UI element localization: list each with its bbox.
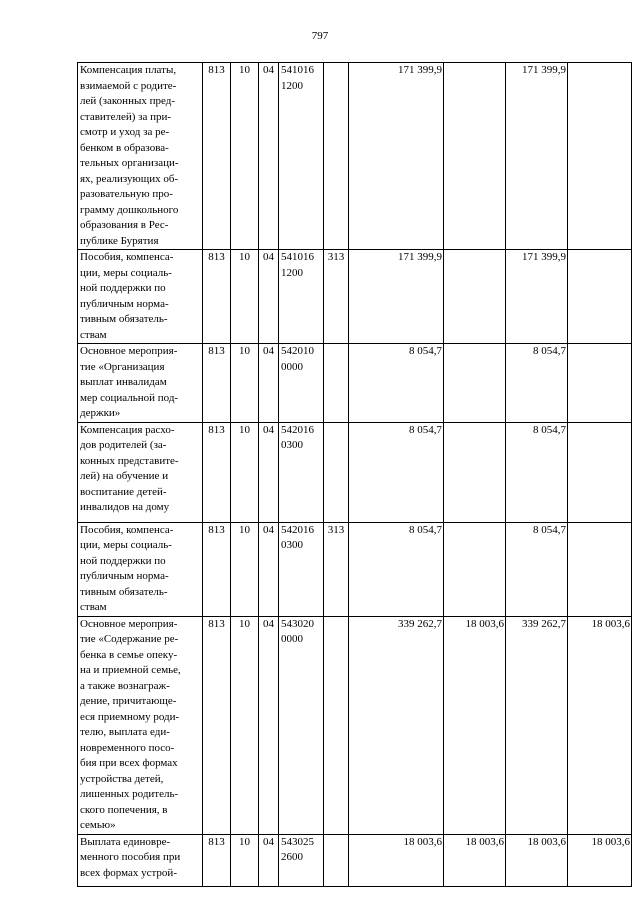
cell-amount-3: 18 003,6	[506, 834, 568, 886]
cell-amount-4	[568, 344, 632, 423]
name-line: разовательную про-	[80, 188, 173, 200]
cell-target-article	[279, 522, 324, 616]
cell-subsection: 04	[259, 344, 279, 423]
table-row	[78, 522, 632, 616]
cell-name	[78, 344, 203, 423]
cell-amount-4	[568, 250, 632, 344]
target-line: 1200	[281, 79, 303, 92]
name-line: бенком в образова-	[80, 141, 169, 154]
name-line: тие «Содержание ре-	[80, 633, 179, 645]
cell-ministry: 813	[203, 250, 231, 344]
name-line: тивным обязатель-	[80, 585, 168, 598]
name-line: еся приемному роди-	[80, 710, 180, 723]
table-row	[78, 422, 632, 522]
page-number: 797	[311, 30, 329, 42]
cell-name	[78, 422, 203, 522]
cell-section: 10	[231, 834, 259, 886]
name-line: публичным норма-	[80, 297, 169, 310]
cell-ministry: 813	[203, 616, 231, 834]
cell-amount-1: 18 003,6	[349, 834, 444, 886]
target-line: 1200	[281, 266, 303, 279]
cell-section: 10	[231, 344, 259, 423]
cell-amount-3: 171 399,9	[506, 63, 568, 250]
cell-amount-4	[568, 522, 632, 616]
target-line: 542010	[281, 345, 314, 357]
cell-amount-4: 18 003,6	[568, 834, 632, 886]
target-line: 543020	[281, 617, 314, 630]
cell-name	[78, 63, 203, 250]
name-line: воспитание детей-	[80, 485, 167, 498]
cell-ministry: 813	[203, 834, 231, 886]
cell-expense-type	[324, 422, 349, 522]
cell-amount-1: 8 054,7	[349, 344, 444, 423]
target-line: 0000	[281, 633, 303, 645]
table-row	[78, 63, 632, 250]
name-line: тельных организаци-	[80, 157, 179, 169]
cell-subsection: 04	[259, 63, 279, 250]
cell-name	[78, 522, 203, 616]
name-line: а также вознаграж-	[80, 679, 170, 692]
name-line: ского попечения, в	[80, 803, 168, 816]
name-line: Компенсация платы,	[80, 64, 177, 76]
table-body	[78, 63, 632, 887]
cell-subsection: 04	[259, 834, 279, 886]
cell-expense-type	[324, 616, 349, 834]
name-line: выплат инвалидам	[80, 376, 167, 388]
target-line: 541016	[281, 64, 314, 76]
cell-expense-type	[324, 834, 349, 886]
target-line: 543025	[281, 835, 314, 848]
name-line: Основное мероприя-	[80, 345, 178, 357]
cell-target-article	[279, 422, 324, 522]
name-line: Основное мероприя-	[80, 617, 178, 630]
cell-subsection: 04	[259, 616, 279, 834]
cell-amount-3: 8 054,7	[506, 422, 568, 522]
name-line: телю, выплата еди-	[80, 726, 170, 738]
name-line: образования в Рес-	[80, 219, 169, 231]
cell-name	[78, 250, 203, 344]
name-line: тие «Организация	[80, 360, 165, 373]
name-line: лишенных родитель-	[80, 788, 179, 800]
cell-expense-type	[324, 63, 349, 250]
cell-amount-4	[568, 63, 632, 250]
name-line: всех формах устрой-	[80, 866, 177, 879]
name-line: грамму дошкольного	[80, 203, 179, 216]
cell-amount-2: 18 003,6	[444, 834, 506, 886]
name-line: ствам	[80, 328, 107, 341]
name-line: ставителей) за при-	[80, 110, 172, 123]
cell-section: 10	[231, 522, 259, 616]
target-line: 0000	[281, 360, 303, 373]
name-line: бия при всех формах	[80, 757, 178, 769]
target-line: 542016	[281, 523, 314, 536]
table-row	[78, 344, 632, 423]
name-line: ствам	[80, 601, 107, 613]
table-row	[78, 834, 632, 886]
name-line: ции, меры социаль-	[80, 266, 172, 279]
name-line: новременного посо-	[80, 741, 175, 754]
table-row	[78, 616, 632, 834]
cell-amount-1: 8 054,7	[349, 522, 444, 616]
name-line: бенка в семье опеку-	[80, 648, 178, 661]
cell-amount-3: 8 054,7	[506, 522, 568, 616]
cell-amount-2	[444, 250, 506, 344]
cell-ministry: 813	[203, 344, 231, 423]
cell-section: 10	[231, 250, 259, 344]
cell-amount-2	[444, 522, 506, 616]
name-line: менного пособия при	[80, 851, 181, 863]
cell-expense-type	[324, 344, 349, 423]
name-line: конных представите-	[80, 454, 179, 467]
name-line: ях, реализующих об-	[80, 172, 179, 185]
cell-amount-2	[444, 422, 506, 522]
name-line: мер социальной под-	[80, 391, 179, 404]
cell-amount-2	[444, 63, 506, 250]
cell-amount-2	[444, 344, 506, 423]
target-line: 541016	[281, 251, 314, 263]
cell-section: 10	[231, 616, 259, 834]
cell-target-article	[279, 616, 324, 834]
name-line: лей) на обучение и	[80, 470, 169, 482]
name-line: ной поддержки по	[80, 554, 166, 567]
cell-amount-1: 171 399,9	[349, 250, 444, 344]
target-line: 542016	[281, 423, 314, 436]
cell-amount-4: 18 003,6	[568, 616, 632, 834]
name-line: публичным норма-	[80, 570, 169, 582]
name-line: дов родителей (за-	[80, 439, 167, 451]
name-line: Выплата единовре-	[80, 835, 171, 848]
cell-amount-3: 8 054,7	[506, 344, 568, 423]
name-line: тивным обязатель-	[80, 313, 168, 325]
name-line: семью»	[80, 819, 116, 831]
name-line: лей (законных пред-	[80, 95, 175, 107]
cell-ministry: 813	[203, 63, 231, 250]
cell-target-article	[279, 344, 324, 423]
name-line: ной поддержки по	[80, 282, 166, 294]
name-line: на и приемной семье,	[80, 664, 181, 676]
name-line: Пособия, компенса-	[80, 251, 174, 263]
name-line: устройства детей,	[80, 772, 164, 785]
cell-amount-1: 8 054,7	[349, 422, 444, 522]
cell-amount-1: 171 399,9	[349, 63, 444, 250]
cell-subsection: 04	[259, 522, 279, 616]
name-line: дение, причитающе-	[80, 695, 177, 707]
cell-amount-2: 18 003,6	[444, 616, 506, 834]
cell-amount-4	[568, 422, 632, 522]
name-line: Пособия, компенса-	[80, 523, 174, 536]
budget-table	[77, 62, 632, 887]
cell-amount-3: 339 262,7	[506, 616, 568, 834]
cell-amount-1: 339 262,7	[349, 616, 444, 834]
target-line: 2600	[281, 851, 303, 863]
cell-target-article	[279, 834, 324, 886]
cell-name	[78, 616, 203, 834]
name-line: публике Бурятия	[80, 234, 159, 247]
cell-target-article	[279, 63, 324, 250]
cell-expense-type: 313	[324, 522, 349, 616]
target-line: 0300	[281, 439, 303, 451]
name-line: инвалидов на дому	[80, 501, 170, 513]
name-line: Компенсация расхо-	[80, 423, 175, 436]
cell-ministry: 813	[203, 522, 231, 616]
cell-amount-3: 171 399,9	[506, 250, 568, 344]
cell-section: 10	[231, 63, 259, 250]
cell-name	[78, 834, 203, 886]
cell-subsection: 04	[259, 422, 279, 522]
cell-section: 10	[231, 422, 259, 522]
table-row	[78, 250, 632, 344]
cell-ministry: 813	[203, 422, 231, 522]
name-line: смотр и уход за ре-	[80, 126, 170, 138]
cell-target-article	[279, 250, 324, 344]
name-line: держки»	[80, 407, 121, 419]
target-line: 0300	[281, 539, 303, 551]
name-line: взимаемой с родите-	[80, 79, 177, 92]
cell-expense-type: 313	[324, 250, 349, 344]
cell-subsection: 04	[259, 250, 279, 344]
name-line: ции, меры социаль-	[80, 539, 172, 551]
